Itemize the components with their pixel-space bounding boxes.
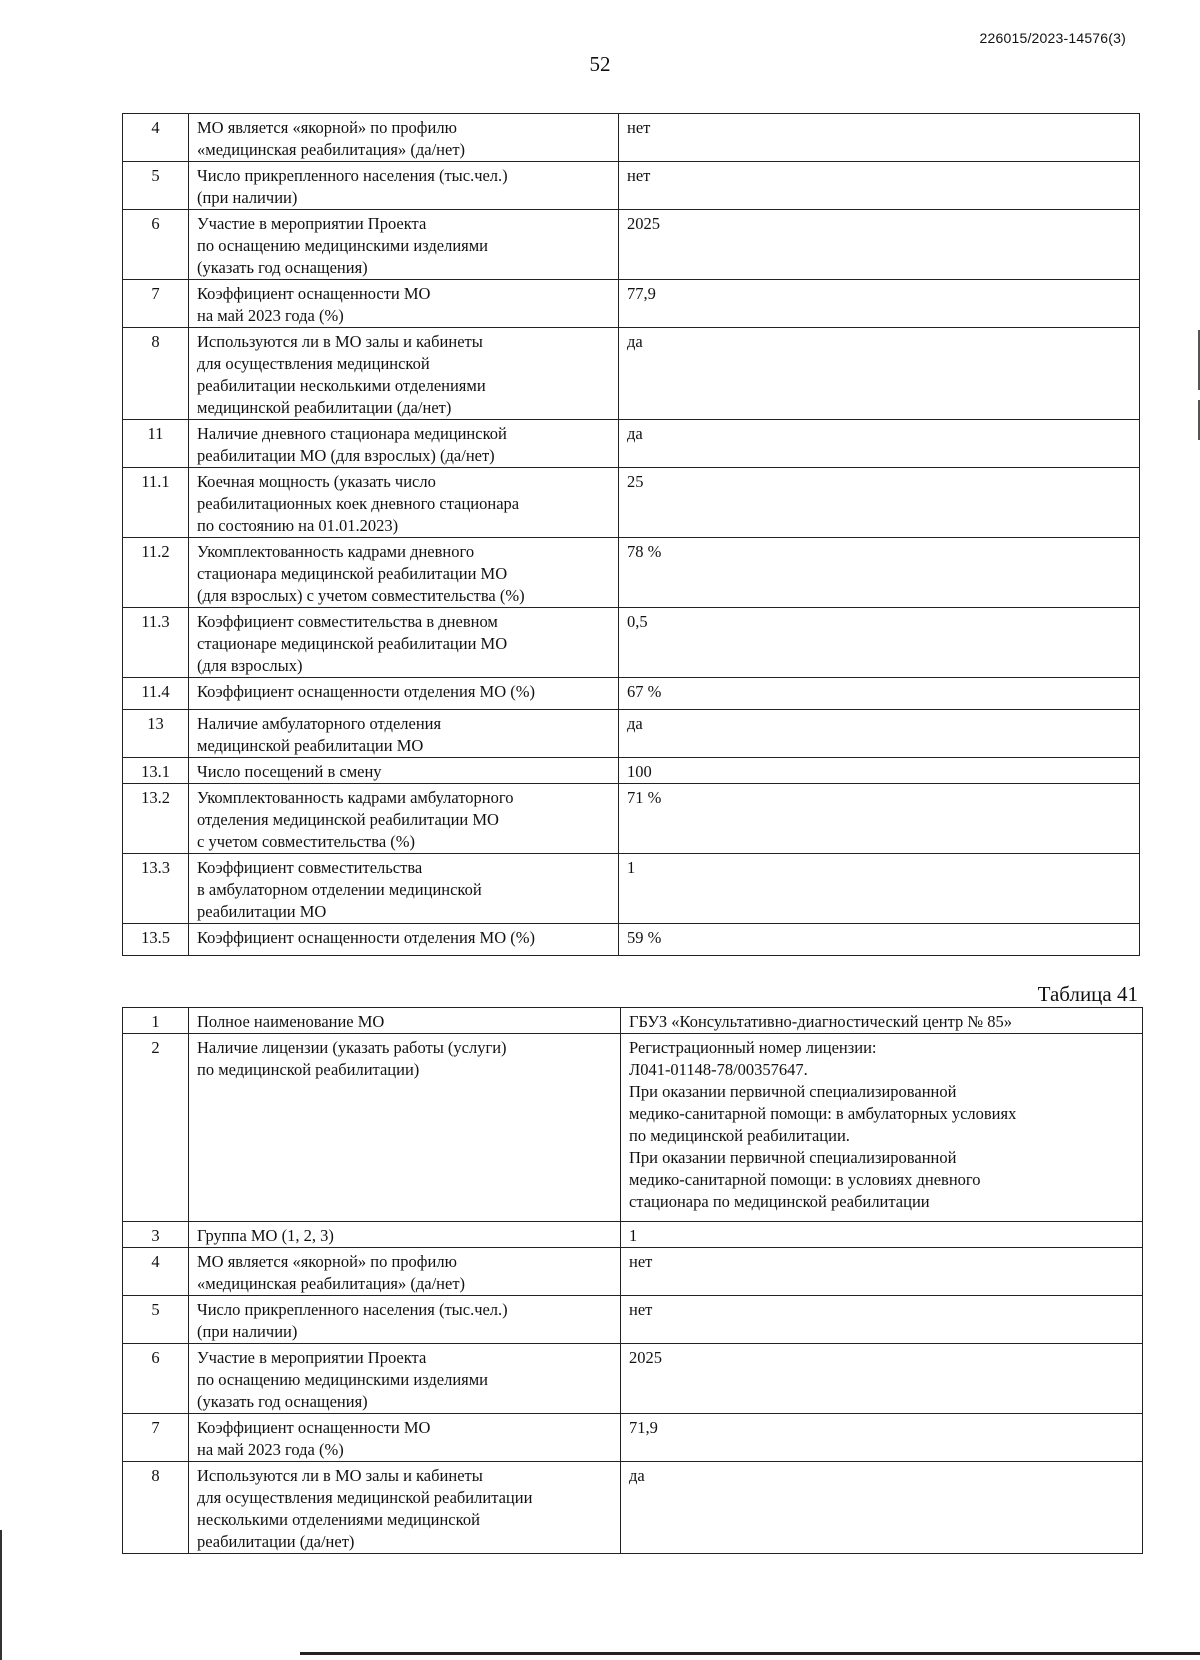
label-line: Коэффициент совместительства [197,858,423,877]
document-id: 226015/2023-14576(3) [979,30,1126,46]
label-line: «медицинская реабилитация» (да/нет) [197,1274,466,1293]
label-line: Число прикрепленного населения (тыс.чел.) [197,166,508,185]
value-line: 2025 [627,214,660,233]
table-row [123,1296,1143,1344]
label-line: для осуществления медицинской [197,354,430,373]
label-line: (указать год оснащения) [197,258,368,277]
label-line: Число прикрепленного населения (тыс.чел.) [197,1300,508,1319]
label-line: реабилитационных коек дневного стационара [197,494,520,513]
row-number: 7 [123,280,189,328]
value-line: по медицинской реабилитации. [629,1126,850,1145]
row-number: 11.3 [123,608,189,678]
row-label [189,1462,621,1554]
label-line: Используются ли в МО залы и кабинеты [197,332,483,351]
row-label [189,924,619,956]
row-number: 11.1 [123,468,189,538]
label-line: Коэффициент оснащенности отделения МО (%) [197,682,535,701]
table-row [123,1462,1143,1554]
label-line: по оснащению медицинскими изделиями [197,1370,489,1389]
row-value [619,162,1140,210]
row-number: 7 [123,1414,189,1462]
label-line: Наличие лицензии (указать работы (услуги) [197,1038,507,1057]
label-line: в амбулаторном отделении медицинской [197,880,482,899]
row-number: 11.4 [123,678,189,710]
label-line: реабилитации МО [197,902,327,921]
table-row [123,280,1140,328]
label-line: Наличие амбулаторного отделения [197,714,442,733]
label-line: Укомплектованность кадрами дневного [197,542,475,561]
row-number: 11 [123,420,189,468]
table-row [123,1034,1143,1222]
row-value [621,1296,1143,1344]
row-value [621,1344,1143,1414]
row-label [189,1034,621,1222]
table-row [123,678,1140,710]
label-line: «медицинская реабилитация» (да/нет) [197,140,466,159]
label-line: (при наличии) [197,188,298,207]
row-value [619,608,1140,678]
table-row [123,468,1140,538]
label-line: Число посещений в смену [197,762,382,781]
row-label [189,468,619,538]
row-value [619,924,1140,956]
label-line: Используются ли в МО залы и кабинеты [197,1466,483,1485]
label-line: (при наличии) [197,1322,298,1341]
row-label [189,420,619,468]
label-line: Коэффициент совместительства в дневном [197,612,498,631]
value-line: медико-санитарной помощи: в амбулаторных условиях [629,1104,1017,1123]
row-number: 5 [123,1296,189,1344]
row-label [189,162,619,210]
label-line: по состоянию на 01.01.2023) [197,516,399,535]
value-line: медико-санитарной помощи: в условиях дневного [629,1170,981,1189]
value-line: 0,5 [627,612,648,631]
row-label [189,710,619,758]
value-line: нет [627,166,651,185]
row-label [189,784,619,854]
row-value [619,854,1140,924]
row-value [619,538,1140,608]
label-line: Участие в мероприятии Проекта [197,214,427,233]
row-value [621,1462,1143,1554]
row-value [621,1414,1143,1462]
table-continued [122,113,1140,956]
label-line: МО является «якорной» по профилю [197,118,457,137]
table-row [123,420,1140,468]
row-value [619,420,1140,468]
label-line: Коечная мощность (указать число [197,472,436,491]
label-line: медицинской реабилитации МО [197,736,424,755]
row-number: 4 [123,114,189,162]
label-line: реабилитации (да/нет) [197,1532,355,1551]
row-label [189,1296,621,1344]
label-line: с учетом совместительства (%) [197,832,416,851]
row-number: 11.2 [123,538,189,608]
row-label [189,854,619,924]
label-line: МО является «якорной» по профилю [197,1252,457,1271]
value-line: 67 % [627,682,662,701]
value-line: 1 [627,858,636,877]
row-value [619,210,1140,280]
row-value [619,784,1140,854]
label-line: (для взрослых) с учетом совместительства (%) [197,586,525,605]
page-number: 52 [589,52,611,76]
row-value [619,468,1140,538]
label-line: для осуществления медицинской реабилитации [197,1488,533,1507]
row-number: 6 [123,210,189,280]
value-line: нет [629,1252,653,1271]
row-value [619,328,1140,420]
row-label [189,608,619,678]
label-line: реабилитации МО (для взрослых) (да/нет) [197,446,495,465]
row-number: 4 [123,1248,189,1296]
row-number: 13 [123,710,189,758]
row-label [189,758,619,784]
row-label [189,678,619,710]
table-row [123,1344,1143,1414]
value-line: нет [627,118,651,137]
row-value [619,758,1140,784]
row-number: 13.1 [123,758,189,784]
label-line: по оснащению медицинскими изделиями [197,236,489,255]
value-line: При оказании первичной специализированной [629,1148,957,1167]
label-line: отделения медицинской реабилитации МО [197,810,499,829]
table-41-caption: Таблица 41 [1037,982,1138,1006]
table-row [123,162,1140,210]
table-row [123,1248,1143,1296]
table-row [123,210,1140,280]
table-row [123,854,1140,924]
value-line: При оказании первичной специализированной [629,1082,957,1101]
label-line: реабилитации несколькими отделениями [197,376,486,395]
bottom-rule [300,1652,1200,1655]
value-line: 1 [629,1226,638,1245]
label-line: на май 2023 года (%) [197,306,344,325]
label-line: Группа МО (1, 2, 3) [197,1226,334,1245]
row-value [621,1248,1143,1296]
label-line: Коэффициент оснащенности отделения МО (%) [197,928,535,947]
value-line: 71,9 [629,1418,658,1437]
table-row [123,710,1140,758]
row-number: 5 [123,162,189,210]
label-line: Укомплектованность кадрами амбулаторного [197,788,514,807]
value-line: 59 % [627,928,662,947]
label-line: стационаре медицинской реабилитации МО [197,634,508,653]
row-label [189,114,619,162]
value-line: Л041-01148-78/00357647. [629,1060,808,1079]
value-line: да [627,332,643,351]
label-line: Полное наименование МО [197,1012,385,1031]
row-value [619,678,1140,710]
table-row [123,924,1140,956]
value-line: 25 [627,472,644,491]
value-line: да [629,1466,645,1485]
table-41-body [123,1008,1143,1554]
table-continued-body [123,114,1140,956]
table-row [123,1414,1143,1462]
label-line: медицинской реабилитации (да/нет) [197,398,452,417]
row-label [189,328,619,420]
label-line: Наличие дневного стационара медицинской [197,424,507,443]
value-line: 100 [627,762,652,781]
row-number: 8 [123,328,189,420]
row-number: 13.2 [123,784,189,854]
table-row [123,1008,1143,1034]
table-41 [122,1007,1143,1554]
label-line: (для взрослых) [197,656,303,675]
label-line: несколькими отделениями медицинской [197,1510,480,1529]
table-row [123,758,1140,784]
row-label [189,1344,621,1414]
value-line: 77,9 [627,284,656,303]
label-line: (указать год оснащения) [197,1392,368,1411]
row-label [189,280,619,328]
row-number: 1 [123,1008,189,1034]
row-label [189,1008,621,1034]
row-value [621,1008,1143,1034]
label-line: Участие в мероприятии Проекта [197,1348,427,1367]
label-line: по медицинской реабилитации) [197,1060,420,1079]
value-line: 78 % [627,542,662,561]
value-line: 2025 [629,1348,662,1367]
row-value [621,1034,1143,1222]
value-line: ГБУЗ «Консультативно-диагностический центр № 85» [629,1012,1012,1031]
label-line: Коэффициент оснащенности МО [197,1418,431,1437]
value-line: стационара по медицинской реабилитации [629,1192,930,1211]
table-row [123,538,1140,608]
value-line: да [627,714,643,733]
value-line: 71 % [627,788,662,807]
label-line: стационара медицинской реабилитации МО [197,564,508,583]
row-number: 13.3 [123,854,189,924]
label-line: Коэффициент оснащенности МО [197,284,431,303]
label-line: на май 2023 года (%) [197,1440,344,1459]
row-value [619,280,1140,328]
table-row [123,608,1140,678]
table-row [123,114,1140,162]
value-line: Регистрационный номер лицензии: [629,1038,877,1057]
value-line: да [627,424,643,443]
row-number: 3 [123,1222,189,1248]
row-label [189,1222,621,1248]
row-label [189,210,619,280]
value-line: нет [629,1300,653,1319]
row-number: 8 [123,1462,189,1554]
table-row [123,784,1140,854]
scan-edge-mark [0,1530,2,1660]
row-number: 13.5 [123,924,189,956]
row-value [619,710,1140,758]
row-label [189,1414,621,1462]
table-row [123,1222,1143,1248]
row-number: 6 [123,1344,189,1414]
row-label [189,538,619,608]
row-label [189,1248,621,1296]
row-value [621,1222,1143,1248]
row-value [619,114,1140,162]
table-row [123,328,1140,420]
row-number: 2 [123,1034,189,1222]
